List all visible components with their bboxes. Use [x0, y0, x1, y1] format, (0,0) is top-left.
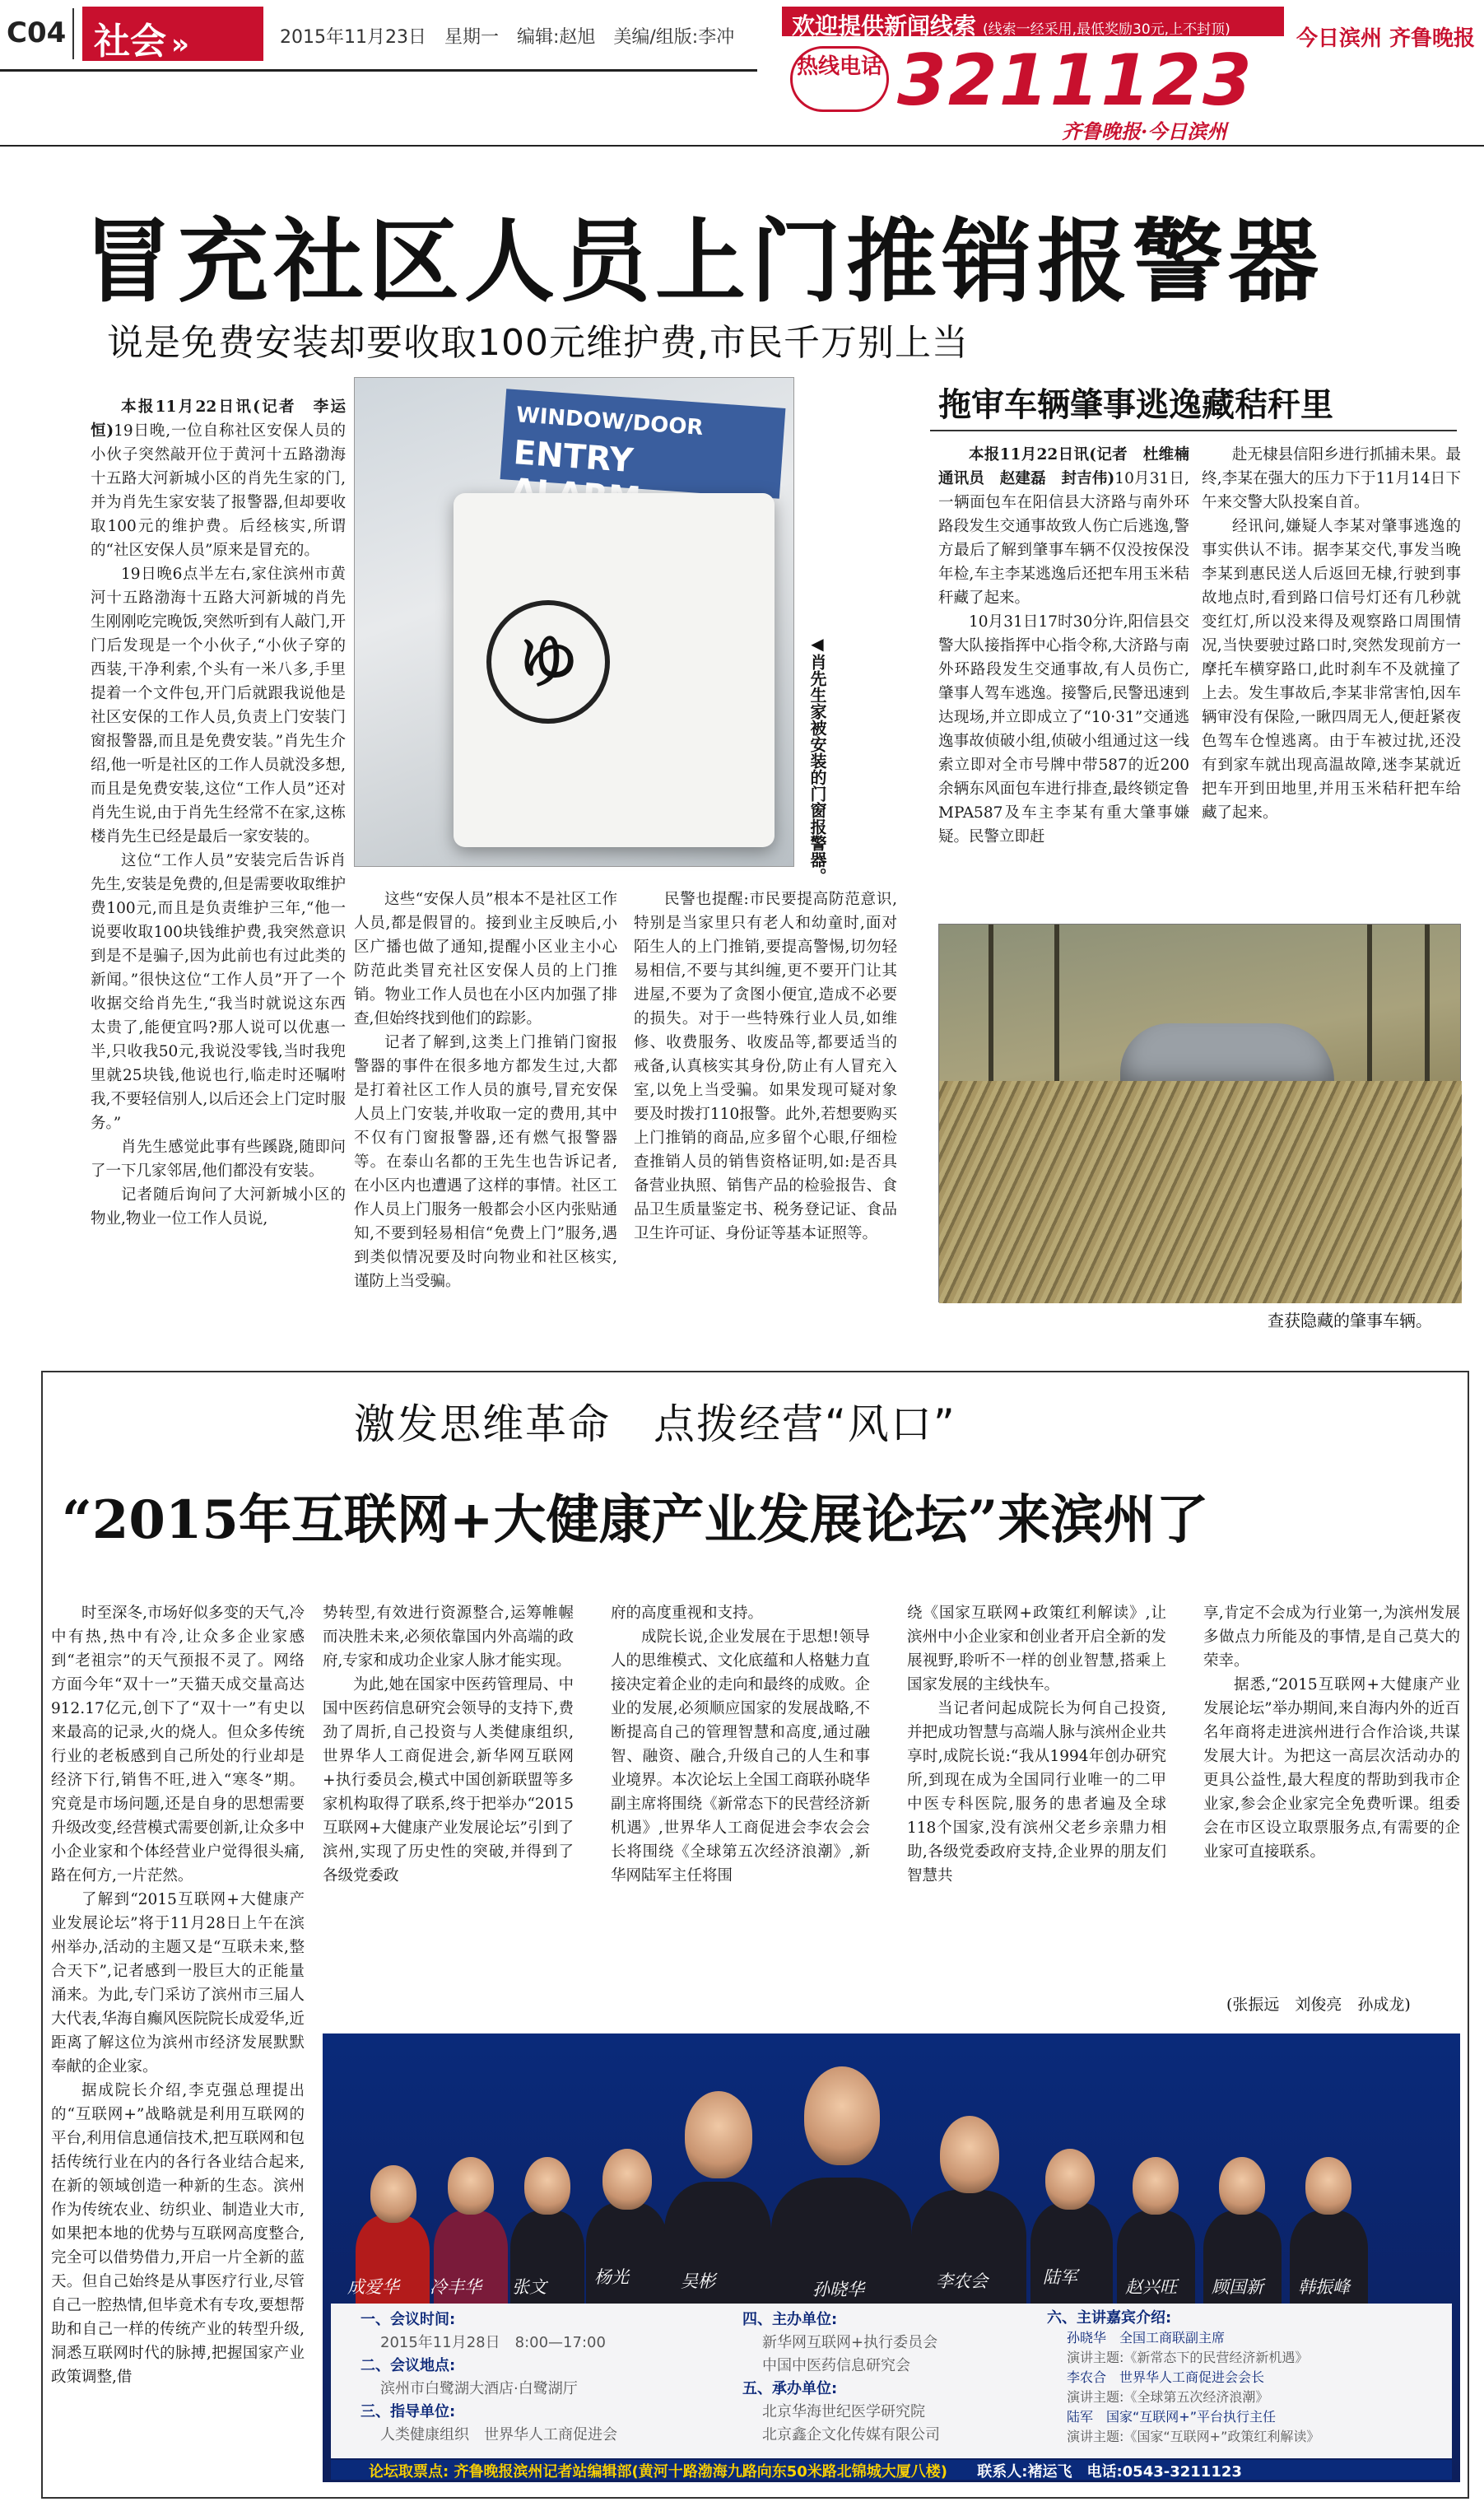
header-rule [0, 69, 757, 72]
story-byline: 本报11月22日讯(记者 杜维楠 通讯员 赵建磊 封吉伟) [938, 446, 1205, 487]
signature: 冷丰华 [430, 2277, 481, 2297]
divider [72, 8, 74, 59]
page-number: C04 [7, 16, 67, 49]
person-face [448, 2157, 494, 2215]
info-time: 一、会议时间: 2015年11月28日 8:00—17:00 二、会议地点: 滨州市白鹭湖大酒店·白鹭湖厅 三、指导单位: 人类健康组织 世界华人工商促进会 [361, 2311, 617, 2443]
header-bottom-rule [0, 145, 1484, 147]
person-face [1305, 2157, 1351, 2215]
subheadline: 说是免费安装却要收取100元维护费,市民千万别上当 [107, 322, 969, 364]
signature: 成爱华 [347, 2277, 399, 2297]
straw-pile [939, 1081, 1462, 1303]
side-rule [930, 430, 1457, 431]
info-organizers: 四、主办单位: 新华网互联网+执行委员会 中国中医药信息研究会 五、承办单位: 北京华海世纪医学研究院 北京鑫企文化传媒有限公司 [742, 2311, 940, 2443]
paragraph: 这些“安保人员”根本不是社区工作人员,都是假冒的。接到业主反映后,小区广播也做了通知,提醒小区业主小心防范此类冒充社区安保人员的上门推销。物业工作人员也在小区内加强了排查,但始终找到他们的踪影。 [354, 891, 617, 1027]
news-tip-banner [782, 7, 1284, 40]
hotline-number[interactable]: 3211123 [897, 40, 1254, 122]
paragraph: 10月31日17时30分许,阳信县交警大队接指挥中心指令称,大济路与南外环路段发生交通事故,有人员伤亡,肇事人驾车逃逸。接警后,民警迅速到达现场,并立即成立了“10·31”交通逃逸事故侦破小组,侦破小组通过这一线索立即对全市号牌中带587的近200余辆东风面包车进行排查,最终锁定鲁MPA587及车主李某有重大肇事嫌疑。民警立即赶 [938, 613, 1189, 846]
paragraph: 绕《国家互联网+政策红利解读》,让滨州中小企业家和创业者开启全新的发展视野,聆听不一样的创业智慧,搭乘上国家发展的主线快车。 [907, 1605, 1166, 1693]
paragraph: 肖先生感觉此事有些蹊跷,随即问了一下几家邻居,他们都没有安装。 [91, 1139, 346, 1180]
forum-col2 [323, 1601, 574, 2021]
paragraph: 势转型,有效进行资源整合,运筹帷幄而决胜未来,必须依靠国内外高端的政府,专家和成功企业家人脉才能实现。 [323, 1605, 574, 1670]
paragraph: 赴无棣县信阳乡进行抓捕未果。最终,李某在强大的压力下于11月14日下午来交警大队投案自首。 [1202, 446, 1461, 511]
person-face [370, 2165, 416, 2223]
paragraph: 经讯问,嫌疑人李某对肇事逃逸的事实供认不讳。据李某交代,事发当晚李某到惠民送人后返回无棣,行驶到事故地点时,看到路口信号灯还有几秒就变红灯,所以没来得及观察路口周围情况,当快要驶过路口时,突然发现前方一摩托车横穿路口,此时刹车不及就撞了上去。发生事故后,李某非常害怕,因车辆审没有保险,一瞅四周无人,便赶紧夜色驾车仓惶逃离。由于车被过扰,还没有到家车就出现高温故障,迷李某就近把车开到田地里,并用玉米秸秆把车给藏了起来。 [1202, 518, 1461, 822]
person-face [940, 2116, 999, 2193]
person-body [586, 2202, 668, 2305]
alarm-label-1: WINDOW/DOOR [515, 403, 705, 441]
forum-subtitle: 激发思维革命 点拨经营“风口” [354, 1400, 956, 1448]
headline: 冒充社区人员上门推销报警器 [82, 209, 1324, 314]
paragraph: 时至深冬,市场好似多变的天气,冷中有热,热中有冷,让众多企业家感到“老祖宗”的天气预报不灵了。网络方面今年“双十一”天猫天成交量高达912.17亿元,创下了“双十一”有史以来最高的记录,火的烧人。但众多传统行业的老板感到自己所处的行业却是经济下行,销售不旺,进入“寒冬”期。究竟是市场问题,还是自身的思想需要升级改变,经营模式需要创新,让众多中小企业家和个体经营业户觉得很头痛,路在何方,一片茫然。 [51, 1605, 305, 1884]
welcome-note: (线索一经采用,最低奖励30元,上不封顶) [983, 21, 1230, 38]
welcome-text: 欢迎提供新闻线索 [792, 12, 977, 40]
section-label: 社会 [94, 21, 166, 63]
page-header [0, 0, 1484, 156]
alarm-logo: ゆ [486, 600, 610, 724]
side-headline: 拖审车辆肇事逃逸藏秸秆里 [938, 386, 1333, 424]
paragraph: 据悉,“2015互联网+大健康产业发展论坛”举办期间,来自海内外的近百名年商将走进滨州进行合作洽谈,共谋发展大计。为把这一高层次活动办的更具公益性,最大程度的帮助到我市企业家,参会企业家完全免费听课。组委会在市区设立取票服务点,有需要的企业家可直接联系。 [1203, 1676, 1460, 1861]
side-story-colB [1202, 443, 1461, 912]
masthead-logo: 今日滨州 齐鲁晚报 [1296, 26, 1476, 51]
person-face [1133, 2157, 1179, 2215]
main-story-col1 [91, 395, 346, 1334]
paragraph: 了解到“2015互联网+大健康产业发展论坛”将于11月28日上午在滨州举办,活动的主题又是“互联未来,整合天下”,记者感到一股巨大的正能量涌来。为此,专门采访了滨州市三届人大代表,华海自癫风医院院长成爱华,近距离了解这位为滨州市经济发展默默奉献的企业家。 [51, 1891, 305, 2075]
paragraph: 享,肯定不会成为行业第一,为滨州发展多做点力所能及的事情,是自己莫大的荣幸。 [1203, 1605, 1460, 1670]
forum-banner [323, 2033, 1460, 2482]
paragraph: 成院长说,企业发展在于思想!领导人的思维模式、文化底蕴和人格魅力直接决定着企业的走向和最终的成败。企业的发展,必须顺应国家的发展战略,不断提高自己的管理智慧和高度,通过融智、融资、融合,升级自己的人生和事业境界。本次论坛上全国工商联孙晓华副主席将围绕《新常态下的民营经济新机遇》,世界华人工商促进会李农会会长将围绕《全球第五次经济浪潮》,新华网陆军主任将围 [611, 1628, 870, 1884]
main-story-col3 [634, 887, 897, 1349]
paragraph: 民警也提醒:市民要提高防范意识,特别是当家里只有老人和幼童时,面对陌生人的上门推销,要提高警惕,切勿轻易相信,不要与其纠缠,更不要开门让其进屋,不要为了贪图小便宜,造成不必要的损失。对于一些特殊行业人员,如维修、收费服务、收废品等,都要适当的戒备,认真核实其身份,防止有人冒充入室,以免上当受骗。如果发现可疑对象要及时拨打110报警。此外,若想要购买上门推销的商品,应多留个心眼,仔细检查推销人员的销售资格证明,如:是否具备营业执照、销售产品的检验报告、食品卫生质量鉴定书、税务登记证、食品卫生许可证、身份证等基本证照等。 [634, 891, 897, 1242]
photo-caption: ◀肖先生家被安装的门窗报警器。 [807, 634, 827, 884]
signature: 韩振峰 [1298, 2277, 1350, 2297]
paragraph: 据成院长介绍,李克强总理提出的“互联网+”战略就是利用互联网的平台,利用信息通信技术,把互联网和包括传统行业在内的各行各业结合起来,在新的领域创造一种新的生态。滨州作为传统农业、纺织业、制造业大市,如果把本地的优势与互联网高度整合,完全可以借势借力,开启一片全新的蓝天。但自己始终是从事医疗行业,尽管自己一腔热情,但毕竟术有专攻,要想帮助和自己一样的传统产业的转型升级,洞悉互联网时代的脉搏,把握国家产业政策调整,借 [51, 2082, 305, 2386]
main-story-col2 [354, 887, 617, 1349]
paragraph: 记者了解到,这类上门推销门窗报警器的事件在很多地方都发生过,大都是打着社区工作人员的旗号,冒充安保人员上门安装,并收取一定的费用,其中不仅有门窗报警器,还有燃气报警器等。在泰山名都的王先生也告诉记者,在小区内也遭遇了这样的事情。社区工作人员上门服务一般都会小区内张贴通知,不要到轻易相信“免费上门”服务,遇到类似情况要及时向物业和社区核实,谨防上当受骗。 [354, 1034, 617, 1290]
forum-col4 [907, 1601, 1166, 2021]
paragraph: 19日晚6点半左右,家住滨州市黄河十五路渤海十五路大河新城的肖先生刚刚吃完晚饭,突然听到有人敲门,开门后发现是一个小伙子,“小伙子穿的西装,干净利索,个头有一米八多,手里提着一个文件包,开门后就跟我说他是社区安保的工作人员,负责上门安装门窗报警器,而且是免费安装。”肖先生介绍,他一听是社区的工作人员就没多想,而且是免费安装,这位“工作人员”还对肖先生说,由于肖先生经常不在家,这栋楼肖先生已经是最后一家安装的。 [91, 566, 346, 846]
paragraph: 19日晚,一位自称社区安保人员的小伙子突然敲开位于黄河十五路渤海十五路大河新城小区的肖先生家的门,并为肖先生家安装了报警器,但却要收取100元的维护费。后经核实,所谓的“社区安保人员”原来是冒充的。 [91, 422, 346, 559]
signature: 赵兴旺 [1125, 2277, 1177, 2297]
person-body [1030, 2202, 1113, 2305]
person-face [685, 2091, 752, 2178]
forum-col5 [1203, 1601, 1460, 1988]
person-face [804, 2066, 880, 2165]
signature: 吴彬 [681, 2271, 715, 2291]
authors: (张振远 刘俊亮 孙成龙) [1226, 1996, 1411, 2014]
alarm-photo [354, 377, 794, 867]
caret-left-icon: ◀ [807, 634, 827, 654]
person-face [602, 2149, 652, 2210]
story-byline: 本报11月22日讯(记者 李运恒) [91, 398, 346, 440]
photo-caption: 查获隐藏的肇事车辆。 [1268, 1311, 1432, 1330]
car-photo [938, 924, 1461, 1302]
event-info-panel [331, 2304, 1452, 2458]
signature: 杨光 [594, 2267, 629, 2287]
hotline-badge: 热线电话 [790, 46, 889, 112]
forum-title: “2015年互联网+大健康产业发展论坛”来滨州了 [62, 1489, 1209, 1551]
forum-col3 [611, 1601, 870, 2021]
double-chevron-icon: » [171, 28, 189, 61]
section-tag[interactable] [82, 7, 263, 61]
info-speakers: 六、主讲嘉宾介绍: 孙晓华 全国工商联副主席 演讲主题:《新常态下的民营经济新机遇》 李农合 世界华人工商促进会会长 演讲主题:《全球第五次经济浪潮》 陆军 国家“互联网+”平台执行主任 演讲主题:《国家“互联网+”政策红利解读》 [1047, 2309, 1320, 2444]
paragraph: 当记者问起成院长为何自己投资,并把成功智慧与高端人脉与滨州企业共享时,成院长说:“我从1994年创办研究所,到现在成为全国同行业唯一的二甲中医专科医院,服务的患者遍及全球118个国家,没有滨州父老乡亲鼎力相助,各级党委政府支持,企业界的朋友们智慧共 [907, 1700, 1166, 1884]
issue-meta: 2015年11月23日 星期一 编辑:赵旭 美编/组版:李冲 [280, 27, 735, 48]
signature: 张文 [512, 2277, 547, 2297]
ticket-point: 论坛取票点: 齐鲁晚报滨州记者站编辑部(黄河十路渤海九路向东50米路北锦城大厦八楼) 联系人:褚运飞 电话:0543-3211123 [331, 2460, 1452, 2480]
paragraph: 府的高度重视和支持。 [611, 1605, 764, 1622]
alarm-label-2: ENTRY [512, 434, 635, 481]
signature: 陆军 [1043, 2267, 1077, 2287]
paragraph: 记者随后询问了大河新城小区的物业,物业一位工作人员说, [91, 1186, 346, 1228]
person-face [524, 2157, 570, 2215]
side-story-colA [938, 443, 1205, 912]
person-face [1219, 2157, 1265, 2215]
alarm-packaging [500, 389, 786, 498]
forum-col1 [51, 1601, 305, 2482]
person-face [1045, 2149, 1095, 2210]
paragraph: 这位“工作人员”安装完后告诉肖先生,安装是免费的,但是需要收取维护费100元,而且是负责维护三年,“他一说要收取100块钱维护费,我突然意识到是不是骗子,因为此前也有过此类的新闻。”很快这位“工作人员”开了一个收据交给肖先生,“我当时就说这东西太贵了,能便宜吗?那人说可以优惠一半,只收我50元,我说没零钱,当时我兜里就25块钱,他说也行,临走时还嘱咐我,不要轻信别人,以后还会上门定时服务。” [91, 852, 346, 1132]
signature: 李农会 [936, 2271, 988, 2291]
signature: 孙晓华 [812, 2280, 864, 2299]
paragraph: 10月31日,一辆面包车在阳信县大济路与南外环路段发生交通事故致人伤亡后逃逸,警方最后了解到肇事车辆不仅没按保没年检,车主李某逃逸后还把车用玉米秸秆藏了起来。 [938, 470, 1189, 607]
sub-logo: 齐鲁晚报·今日滨州 [1062, 119, 1227, 143]
signature: 顾国新 [1212, 2277, 1263, 2297]
paragraph: 为此,她在国家中医药管理局、中国中医药信息研究会领导的支持下,费劲了周折,自己投资与人类健康组织,世界华人工商促进会,新华网互联网+执行委员会,模式中国创新联盟等多家机构取得了联系,终于把举办“2015互联网+大健康产业发展论坛”引到了滨州,实现了历史性的突破,并得到了各级党委政 [323, 1676, 574, 1884]
